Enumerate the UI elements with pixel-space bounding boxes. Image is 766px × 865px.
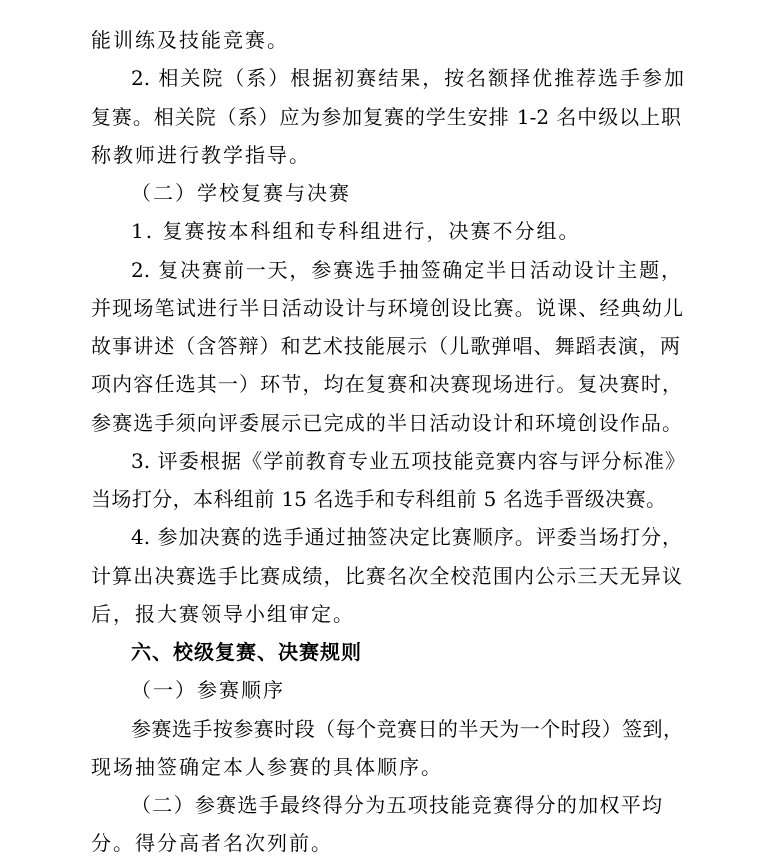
body-text-line: 现场抽签确定本人参赛的具体顺序。 [91,755,443,779]
body-text-line: 参赛选手按参赛时段（每个竞赛日的半天为一个时段）签到， [131,717,683,741]
body-text-line: 计算出决赛选手比赛成绩，比赛名次全校范围内公示三天无异议 [91,564,682,588]
body-text-line: 项内容任选其一）环节，均在复赛和决赛现场进行。复决赛时， [91,372,682,396]
body-text-line: 参赛选手须向评委展示已完成的半日活动设计和环境创设作品。 [91,411,682,435]
list-item-2: 2. 复决赛前一天，参赛选手抽签确定半日活动设计主题， [131,258,681,282]
body-text-line: 能训练及技能竞赛。 [91,28,289,52]
subsection-heading-1: （一）参赛顺序 [131,678,285,702]
list-item-1: 1. 复赛按本科组和专科组进行，决赛不分组。 [131,219,581,243]
body-text-line: 称教师进行教学指导。 [91,143,311,167]
body-text-line: 并现场笔试进行半日活动设计与环境创设比赛。说课、经典幼儿 [91,296,683,320]
list-item-2: 2. 相关院（系）根据初赛结果，按名额择优推荐选手参加 [131,66,684,90]
body-text-line: 复赛。相关院（系）应为参加复赛的学生安排 1-2 名中级以上职 [91,105,681,129]
section-heading-2: （二）学校复赛与决赛 [131,181,351,205]
section-heading-6: 六、校级复赛、决赛规则 [131,640,362,664]
subsection-heading-2: （二）参赛选手最终得分为五项技能竞赛得分的加权平均 [131,793,662,817]
body-text-line: 故事讲述（含答辩）和艺术技能展示（儿歌弹唱、舞蹈表演，两 [91,334,680,358]
list-item-3: 3. 评委根据《学前教育专业五项技能竞赛内容与评分标准》 [131,449,685,473]
list-item-4: 4. 参加决赛的选手通过抽签决定比赛顺序。评委当场打分， [131,525,682,549]
body-text-line: 当场打分，本科组前 15 名选手和专科组前 5 名选手晋级决赛。 [91,487,666,511]
body-text-line: 分。得分高者名次列前。 [91,831,333,855]
body-text-line: 后，报大赛领导小组审定。 [91,602,355,626]
